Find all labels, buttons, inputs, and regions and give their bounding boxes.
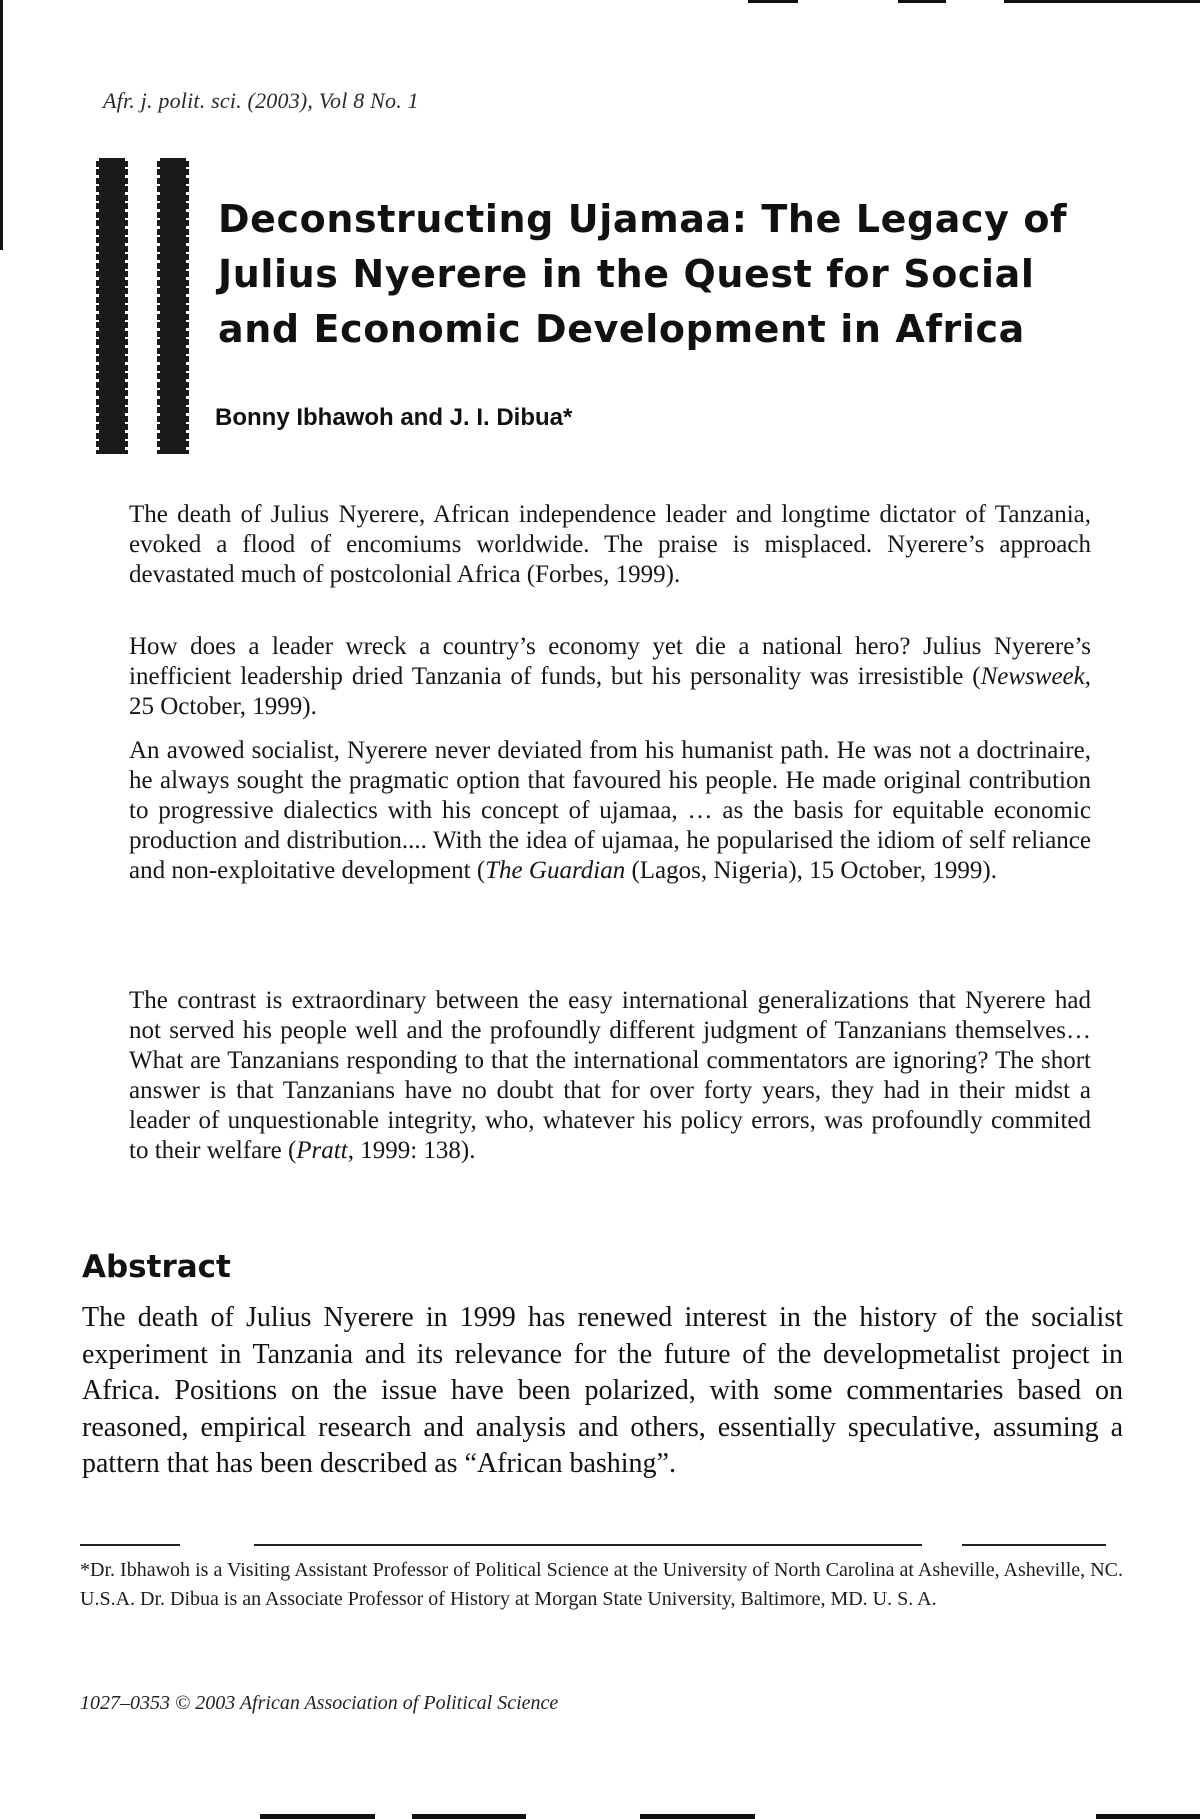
decorative-bar-left	[96, 158, 128, 454]
epigraph-text: The contrast is extraordinary between the easy international generalizations that Nyerere had not served his people well and the profoundly different judgment of Tanzanians themselves…What are Tanzanians responding to that the international commentators are ignoring? The short answer is that Tanzanians have no doubt that for over forty years, they had in their midst a leader of unquestionable integrity, who, whatever his policy errors, was profoundly commited to their welfare (	[129, 987, 1091, 1164]
footnote-rule	[254, 1544, 922, 1546]
crop-mark	[640, 1814, 755, 1819]
crop-mark	[412, 1814, 526, 1819]
copyright-line: 1027–0353 © 2003 African Association of Political Science	[80, 1692, 559, 1714]
title-line: and Economic Development in Africa	[218, 307, 1025, 351]
author-byline: Bonny Ibhawoh and J. I. Dibua*	[215, 404, 573, 431]
footnote-rule	[962, 1544, 1106, 1546]
journal-reference: Afr. j. polit. sci. (2003), Vol 8 No. 1	[103, 88, 419, 113]
crop-mark	[0, 0, 3, 250]
epigraph-pratt	[129, 986, 1091, 1166]
epigraph-text: The death of Julius Nyerere, African independence leader and longtime dictator of Tanzania, evoked a flood of encomiums worldwide. The praise is misplaced. Nyerere’s approach devastated much of postcolonial Africa (Forbes, 1999).	[129, 501, 1091, 588]
author-footnote: *Dr. Ibhawoh is a Visiting Assistant Professor of Political Science at the University of North Carolina at Asheville, Asheville, NC. U.S.A. Dr. Dibua is an Associate Professor of History at Morgan State University, Baltimore, MD. U. S. A.	[80, 1559, 1123, 1610]
abstract-heading: Abstract	[82, 1249, 231, 1285]
crop-mark	[898, 0, 946, 3]
epigraph-citation: , 25 October, 1999).	[129, 663, 1091, 720]
epigraph-newsweek	[129, 632, 1091, 722]
crop-mark	[1004, 0, 1200, 3]
crop-mark	[260, 1814, 375, 1819]
crop-mark	[1096, 1814, 1200, 1819]
epigraph-citation: , 1999: 138).	[347, 1137, 476, 1164]
epigraph-text: An avowed socialist, Nyerere never deviated from his humanist path. He was not a doctrinaire, he always sought the pragmatic option that favoured his people. He made original contribution to progressive dialectics with his concept of ujamaa, … as the basis for equitable economic production and distribution.... With the idea of ujamaa, he popularised the idiom of self reliance and non-exploitative development (	[129, 737, 1091, 884]
article-title	[218, 192, 1118, 357]
epigraph-source: Newsweek	[980, 663, 1085, 690]
epigraph-citation: (Lagos, Nigeria), 15 October, 1999).	[625, 857, 998, 884]
crop-mark	[748, 0, 798, 3]
epigraph-guardian	[129, 736, 1091, 886]
epigraph-forbes	[129, 500, 1091, 590]
title-line: Deconstructing Ujamaa: The Legacy of	[218, 197, 1068, 241]
epigraph-text: How does a leader wreck a country’s economy yet die a national hero? Julius Nyerere’s inefficient leadership dried Tanzania of funds, but his personality was irresistible (	[129, 633, 1091, 690]
title-line: Julius Nyerere in the Quest for Social	[218, 252, 1035, 296]
footnote-rule	[80, 1544, 180, 1546]
abstract-body: The death of Julius Nyerere in 1999 has renewed interest in the history of the socialist experiment in Tanzania and its relevance for the future of the developmetalist project in Africa. Positions on the issue have been polarized, with some commentaries based on reasoned, empirical research and analysis and others, essentially speculative, assuming a pattern that has been described as “African bashing”.	[82, 1302, 1123, 1479]
epigraph-source: Pratt	[296, 1137, 348, 1164]
decorative-bar-right	[157, 158, 189, 454]
epigraph-source: The Guardian	[485, 857, 626, 884]
